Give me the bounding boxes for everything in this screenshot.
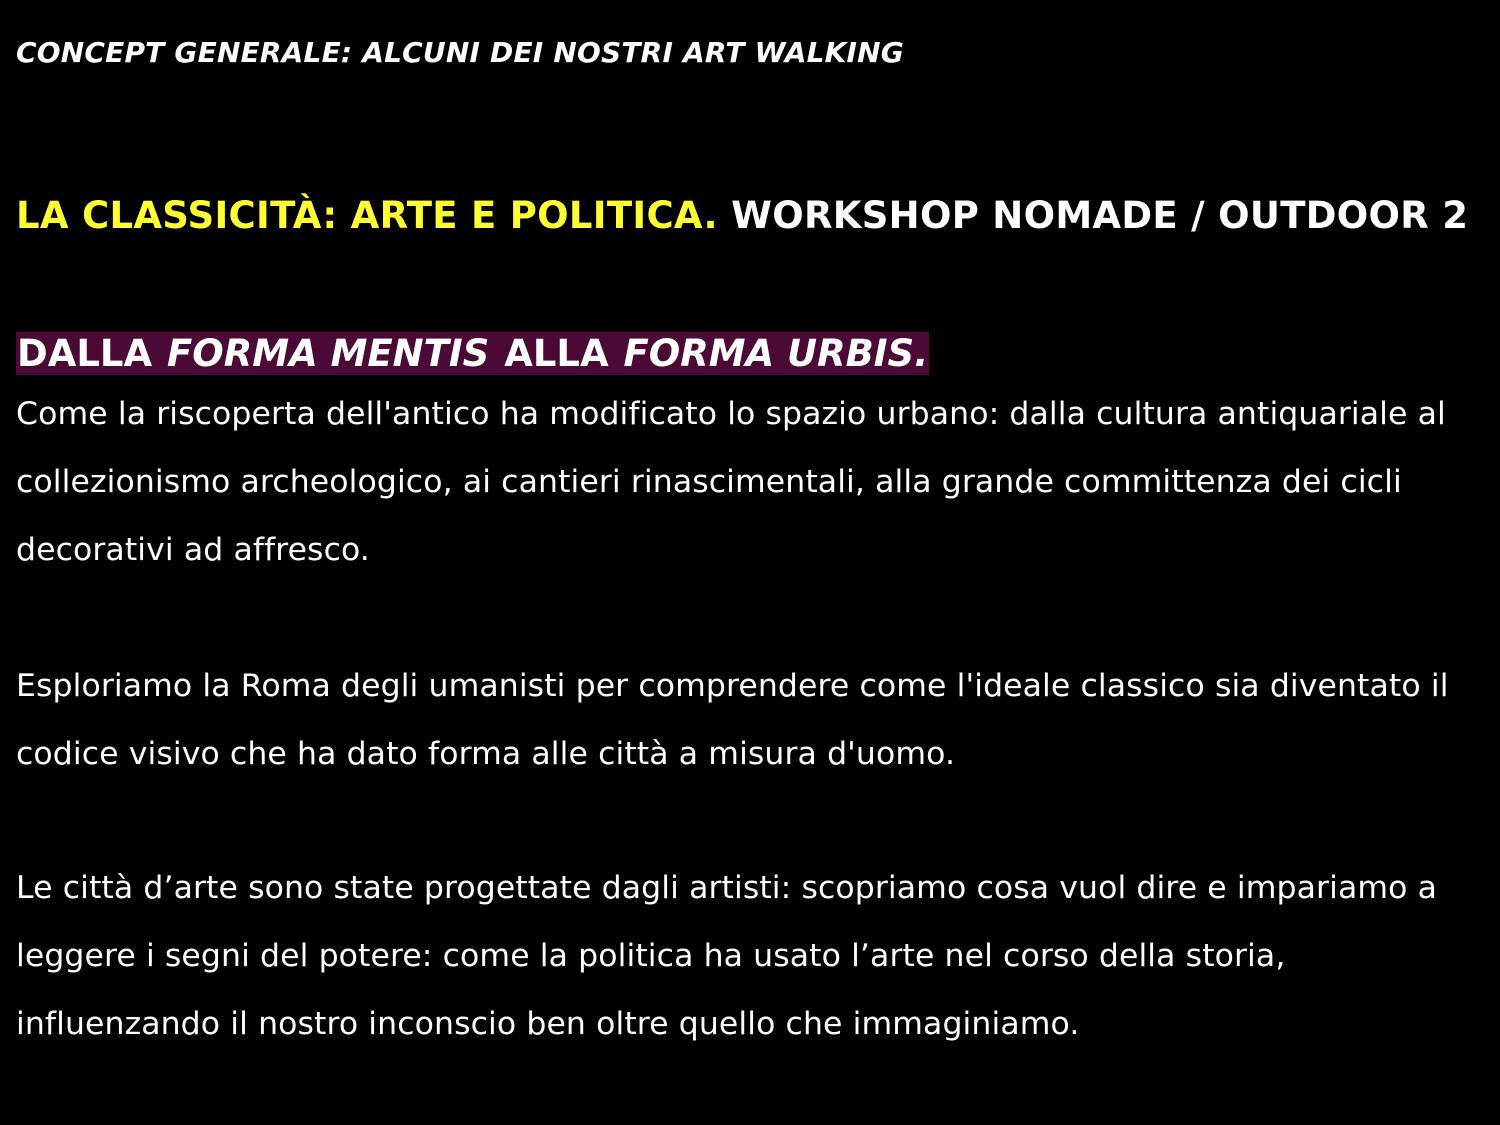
workshop-title-highlight: LA CLASSICITÀ: ARTE E POLITICA. bbox=[16, 194, 718, 237]
subtitle bbox=[16, 328, 929, 380]
subtitle-part-forma-urbis: FORMA URBIS. bbox=[623, 332, 929, 375]
workshop-title bbox=[16, 194, 1468, 237]
concept-heading: CONCEPT GENERALE: ALCUNI DEI NOSTRI ART WALKING bbox=[16, 36, 904, 69]
workshop-title-rest: WORKSHOP NOMADE / OUTDOOR 2 bbox=[717, 194, 1469, 237]
body-paragraph-2: Esploriamo la Roma degli umanisti per comprendere come l'ideale classico sia diventato il codice visivo che ha dato forma alle città a misura d'uomo. bbox=[16, 668, 1449, 772]
subtitle-part-forma-mentis: FORMA MENTIS bbox=[167, 332, 490, 375]
subtitle-part-alla: ALLA bbox=[491, 332, 622, 375]
body-paragraph-3: Le città d’arte sono state progettate dagli artisti: scopriamo cosa vuol dire e impariamo a leggere i segni del potere: come la politica ha usato l’arte nel corso della storia, influenzando il nostro inconscio ben oltre quello che immaginiamo. bbox=[16, 870, 1438, 1042]
subtitle-part-dalla: DALLA bbox=[17, 332, 166, 375]
body-paragraph-1: Come la riscoperta dell'antico ha modificato lo spazio urbano: dalla cultura antiquariale al collezionismo archeologico, ai cantieri rinascimentali, alla grande committenza dei cicli decorativi ad affresco. bbox=[16, 396, 1446, 568]
